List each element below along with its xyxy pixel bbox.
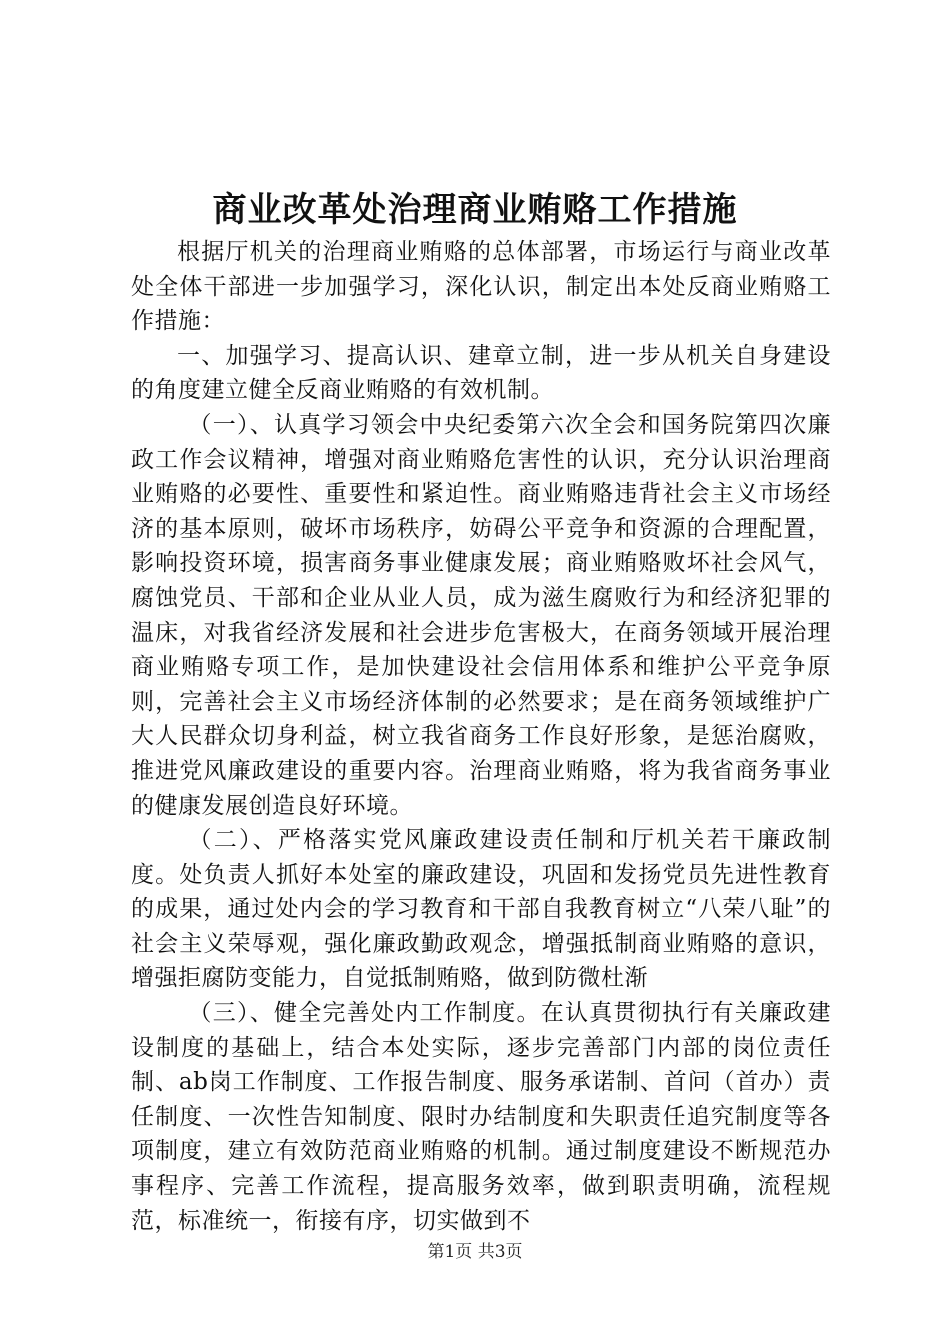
document-body [131,235,831,1238]
section-one-heading: 一、加强学习、提高认识、建章立制，进一步从机关自身建设的角度建立健全反商业贿赂的有效机制。 [131,342,831,404]
subsection-two-paragraph: （二）、严格落实党风廉政建设责任制和厅机关若干廉政制度。处负责人抓好本处室的廉政建设，巩固和发扬党员先进性教育的成果，通过处内会的学习教育和干部自我教育树立“八荣八耻”的社会主义荣辱观，强化廉政勤政观念，增强抵制商业贿赂的意识，增强拒腐防变能力，自觉抵制贿赂，做到防微杜渐 [131,827,831,992]
intro-paragraph: 根据厅机关的治理商业贿赂的总体部署，市场运行与商业改革处全体干部进一步加强学习，深化认识，制定出本处反商业贿赂工作措施： [131,239,831,335]
subsection-three-paragraph: （三）、健全完善处内工作制度。在认真贯彻执行有关廉政建设制度的基础上，结合本处实际，逐步完善部门内部的岗位责任制、ab岗工作制度、工作报告制度、服务承诺制、首问（首办）责任制度、一次性告知制度、限时办结制度和失职责任追究制度等各项制度，建立有效防范商业贿赂的机制。通过制度建设不断规范办事程序、完善工作流程，提高服务效率，做到职责明确，流程规范，标准统一，衔接有序，切实做到不 [131,1000,831,1234]
subsection-one-paragraph: （一）、认真学习领会中央纪委第六次全会和国务院第四次廉政工作会议精神，增强对商业贿赂危害性的认识，充分认识治理商业贿赂的必要性、重要性和紧迫性。商业贿赂违背社会主义市场经济的基本原则，破坏市场秩序，妨碍公平竞争和资源的合理配置，影响投资环境，损害商务事业健康发展；商业贿赂败坏社会风气，腐蚀党员、干部和企业从业人员，成为滋生腐败行为和经济犯罪的温床，对我省经济发展和社会进步危害极大，在商务领域开展治理商业贿赂专项工作，是加快建设社会信用体系和维护公平竞争原则，完善社会主义市场经济体制的必然要求；是在商务领域维护广大人民群众切身利益，树立我省商务工作良好形象，是惩治腐败，推进党风廉政建设的重要内容。治理商业贿赂，将为我省商务事业的健康发展创造良好环境。 [131,411,831,819]
document-title: 商业改革处治理商业贿赂工作措施 [212,190,738,230]
page-footer: 第1页 共3页 [427,1242,523,1262]
